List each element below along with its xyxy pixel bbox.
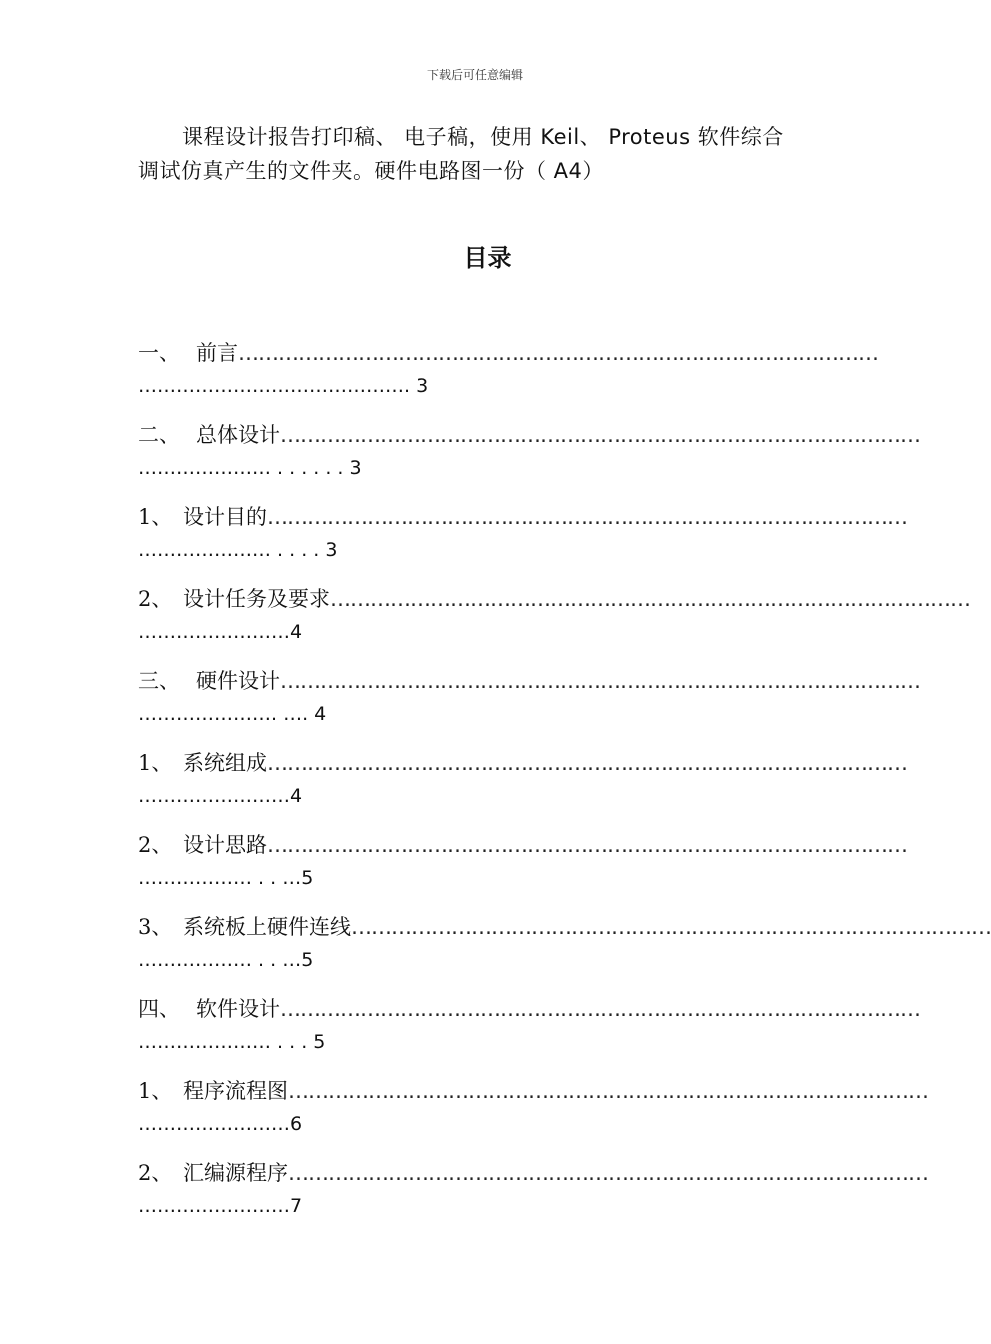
toc-leader-dots: ……………………………………………………………………………………	[288, 1079, 928, 1103]
toc-entry[interactable]	[138, 418, 920, 500]
toc-entry-page: ………………… . . . 5	[138, 1031, 326, 1053]
toc-entry-label: 系统组成	[183, 751, 267, 775]
toc-entry[interactable]	[138, 336, 878, 418]
toc-entry[interactable]	[138, 910, 991, 992]
toc-entry-label: 软件设计	[196, 997, 280, 1021]
toc-entry-number: 2、	[138, 587, 173, 611]
toc-entry[interactable]	[138, 582, 970, 664]
toc-leader-dots: ……………………………………………………………………………………	[280, 423, 920, 447]
toc-entry-page: ………………… . . . . . . 3	[138, 457, 362, 479]
toc-entry-label: 系统板上硬件连线	[183, 915, 351, 939]
toc-entry-label: 前言	[196, 341, 238, 365]
toc-entry-page: ……………………4	[138, 785, 303, 807]
toc-entry[interactable]	[138, 828, 907, 910]
toc-entry-page: ……………………7	[138, 1195, 303, 1217]
toc-entry-page: …………………. …. 4	[138, 703, 327, 725]
toc-entry-label: 设计目的	[183, 505, 267, 529]
toc-entry-label: 汇编源程序	[183, 1161, 288, 1185]
toc-entry-page: ……………………6	[138, 1113, 303, 1135]
toc-leader-dots: ……………………………………………………………………………………	[238, 341, 878, 365]
toc-entry[interactable]	[138, 1156, 928, 1238]
toc-entry[interactable]	[138, 1074, 928, 1156]
intro-line-2: 调试仿真产生的文件夹。硬件电路图一份（ A4）	[138, 159, 604, 183]
toc-entry-number: 四、	[138, 997, 180, 1021]
toc-entry-page: ……………………………………. 3	[138, 375, 429, 397]
toc-leader-dots: ……………………………………………………………………………………	[280, 669, 920, 693]
toc-entry-number: 3、	[138, 915, 173, 939]
toc-leader-dots: ……………………………………………………………………………………	[267, 505, 907, 529]
toc-entry-label: 设计任务及要求	[183, 587, 330, 611]
toc-entry-label: 总体设计	[196, 423, 280, 447]
toc-entry-page: ……………………4	[138, 621, 303, 643]
page-header: 下载后可任意编辑	[426, 68, 523, 82]
toc-leader-dots: ……………………………………………………………………………………	[280, 997, 920, 1021]
toc-entry[interactable]	[138, 500, 907, 582]
toc-entry[interactable]	[138, 746, 907, 828]
toc-entry-number: 1、	[138, 1079, 173, 1103]
toc-entry[interactable]	[138, 992, 920, 1074]
intro-paragraph	[138, 120, 838, 188]
toc-entry-number: 2、	[138, 833, 173, 857]
toc-entry-page: ……………… . . …5	[138, 949, 314, 971]
table-of-contents	[138, 336, 991, 1238]
intro-line-1: 课程设计报告打印稿、 电子稿，使用 Keil、 Proteus 软件综合	[182, 125, 784, 149]
toc-entry-label: 设计思路	[183, 833, 267, 857]
toc-entry-number: 三、	[138, 669, 180, 693]
toc-entry-label: 程序流程图	[183, 1079, 288, 1103]
toc-leader-dots: ……………………………………………………………………………………	[351, 915, 991, 939]
toc-entry-number: 1、	[138, 505, 173, 529]
toc-entry-number: 一、	[138, 341, 180, 365]
toc-entry-page: ………………… . . . . 3	[138, 539, 338, 561]
toc-entry-page: ……………… . . …5	[138, 867, 314, 889]
toc-entry[interactable]	[138, 664, 920, 746]
toc-entry-label: 硬件设计	[196, 669, 280, 693]
toc-leader-dots: ……………………………………………………………………………………	[267, 751, 907, 775]
toc-entry-number: 2、	[138, 1161, 173, 1185]
toc-leader-dots: ……………………………………………………………………………………	[267, 833, 907, 857]
toc-entry-number: 二、	[138, 423, 180, 447]
toc-entry-number: 1、	[138, 751, 173, 775]
toc-leader-dots: ……………………………………………………………………………………	[288, 1161, 928, 1185]
toc-leader-dots: ……………………………………………………………………………………	[330, 587, 970, 611]
toc-title: 目录	[463, 244, 512, 272]
